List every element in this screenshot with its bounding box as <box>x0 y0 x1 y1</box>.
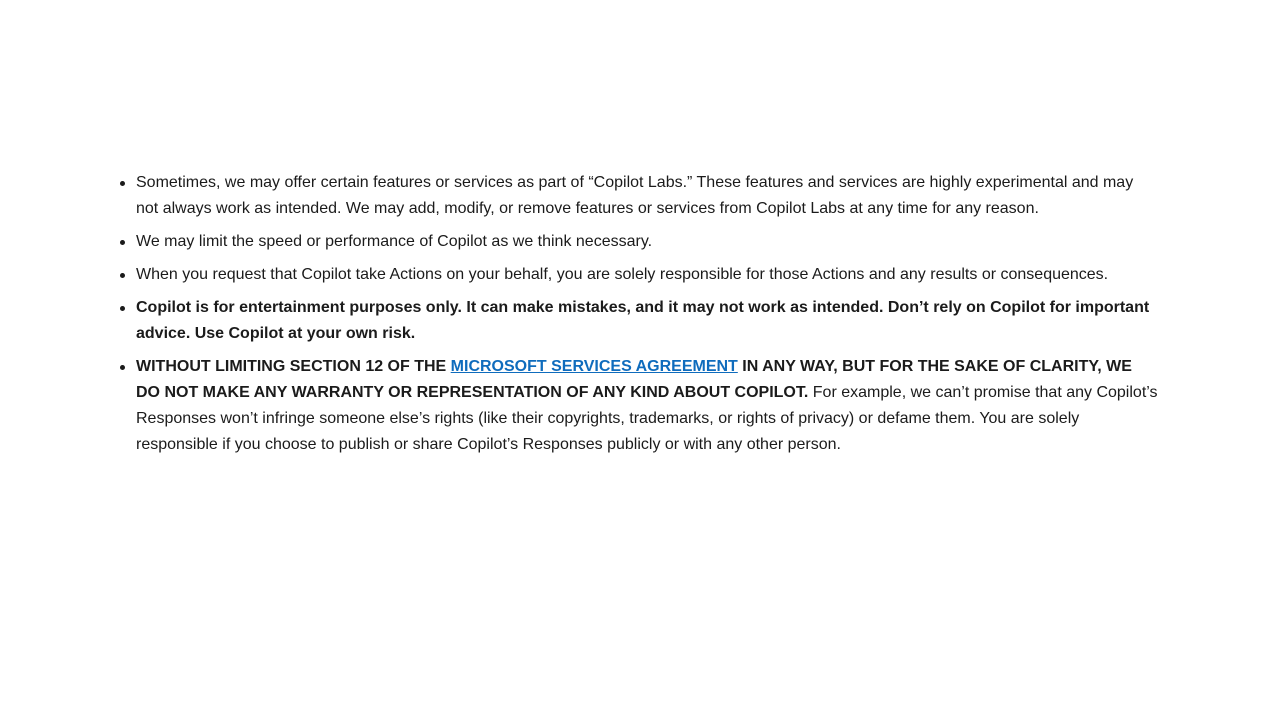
list-item-speed-limit <box>118 229 1158 255</box>
term-text: When you request that Copilot take Actions on your behalf, you are solely responsible for those Actions and any results or consequences. <box>136 266 1109 283</box>
list-item-warranty <box>118 354 1158 458</box>
list-item-copilot-labs <box>118 170 1158 222</box>
terms-list <box>118 170 1158 465</box>
term-text: Sometimes, we may offer certain features or services as part of “Copilot Labs.” These features and services are highly experimental and may not always work as intended. We may add, modify, or remove features or services from Copilot Labs at any time for any reason. <box>136 174 1134 217</box>
term-text: We may limit the speed or performance of Copilot as we think necessary. <box>136 233 653 250</box>
list-item-actions <box>118 262 1158 288</box>
term-text: Copilot is for entertainment purposes only. It can make mistakes, and it may not work as intended. Don’t rely on Copilot for important advice. Use Copilot at your own risk. <box>136 299 1150 342</box>
bullet-icon <box>120 181 125 186</box>
bullet-icon <box>120 306 125 311</box>
term-bold-text: WITHOUT LIMITING SECTION 12 OF THE <box>136 358 451 375</box>
bullet-icon <box>120 273 125 278</box>
bullet-icon <box>120 365 125 370</box>
microsoft-services-agreement-link[interactable]: MICROSOFT SERVICES AGREEMENT <box>450 358 738 375</box>
bullet-icon <box>120 240 125 245</box>
term-text: For example, we can’t promise that any Copilot’s Responses won’t infringe someone else’s rights (like their copyrights, trademarks, or rights of privacy) or defame them. You are solely responsible if you choose to publish or share Copilot’s Responses publicly or with any other person. <box>136 384 1158 453</box>
term-bold-text: IN ANY WAY, BUT FOR THE SAKE OF CLARITY, WE DO NOT MAKE ANY WARRANTY OR REPRESENTATION OF ANY KIND ABOUT COPILOT. <box>136 358 1132 401</box>
list-item-entertainment <box>118 295 1158 347</box>
